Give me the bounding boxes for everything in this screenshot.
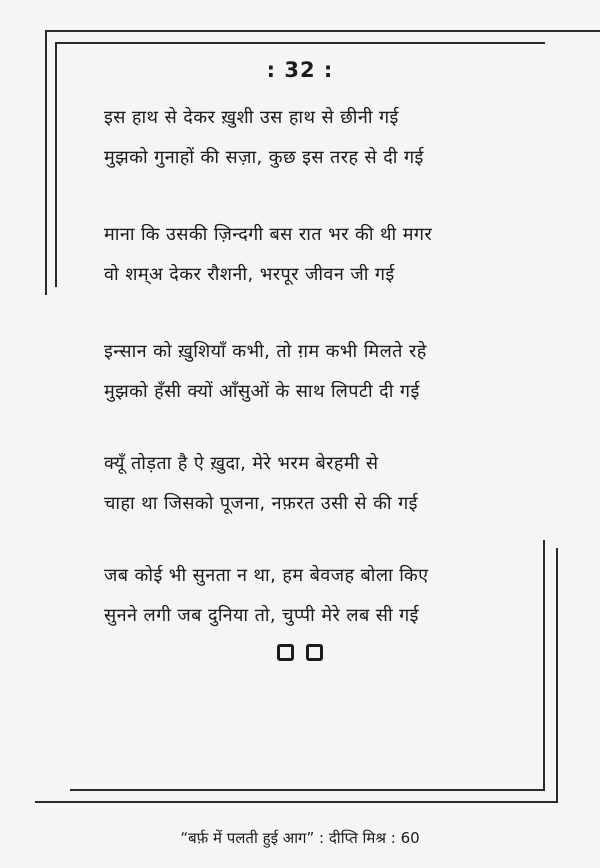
border-line	[70, 789, 545, 791]
stanza	[104, 332, 504, 412]
border-line	[55, 42, 545, 44]
verse-line: इस हाथ से देकर ख़ुशी उस हाथ से छीनी गई	[104, 107, 399, 128]
verse-line: सुनने लगी जब दुनिया तो, चुप्पी मेरे लब सी गई	[104, 605, 419, 626]
verse-line: जब कोई भी सुनता न था, हम बेवजह बोला किए	[104, 565, 429, 586]
square-icon	[277, 644, 294, 661]
end-marks	[0, 644, 600, 661]
border-line	[45, 30, 600, 32]
verse-line: मुझको हँसी क्यों आँसुओं के साथ लिपटी दी गई	[104, 381, 420, 402]
verse-line: वो शम्अ देकर रौशनी, भरपूर जीवन जी गई	[104, 264, 395, 285]
border-line	[556, 548, 558, 803]
stanza	[104, 98, 504, 178]
verse-line: मुझको गुनाहों की सज़ा, कुछ इस तरह से दी गई	[104, 147, 424, 168]
verse-line: क्यूँ तोड़ता है ऐ ख़ुदा, मेरे भरम बेरहमी से	[104, 453, 379, 474]
page-number: : 32 :	[266, 58, 334, 82]
stanza	[104, 556, 504, 636]
verse-line: इन्सान को ख़ुशियाँ कभी, तो ग़म कभी मिलते रहे	[104, 341, 427, 362]
page-footer: “बर्फ़ में पलती हुई आग” : दीप्ति मिश्र : 60	[180, 829, 420, 847]
stanza	[104, 444, 504, 524]
square-icon	[306, 644, 323, 661]
stanza	[104, 215, 504, 295]
verse-line: चाहा था जिसको पूजना, नफ़रत उसी से की गई	[104, 493, 418, 514]
border-line	[35, 801, 558, 803]
verse-line: माना कि उसकी ज़िन्दगी बस रात भर की थी मगर	[104, 224, 433, 245]
border-line	[543, 540, 545, 790]
